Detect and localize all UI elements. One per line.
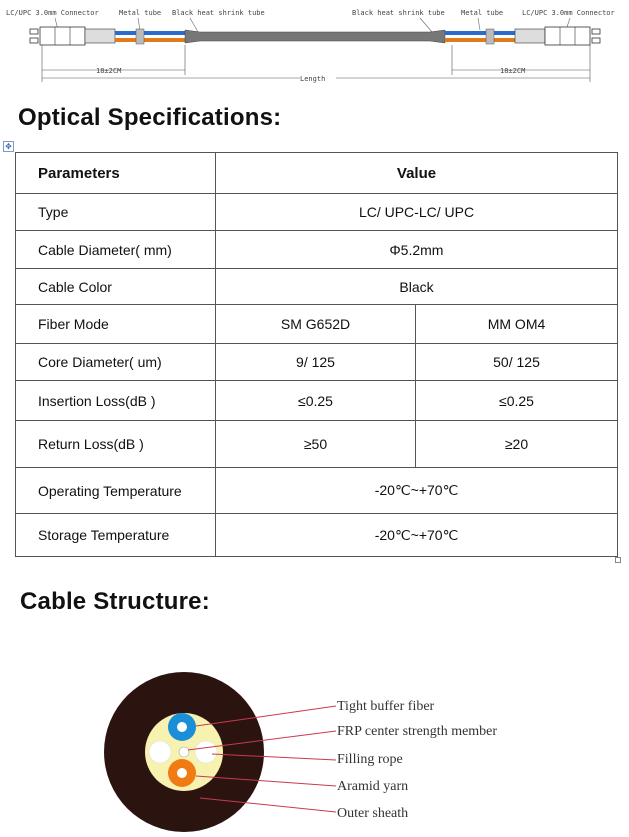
insertion-loss-mm: ≤0.25 — [416, 381, 618, 421]
table-row — [16, 194, 618, 231]
filling-rope-left — [149, 741, 171, 763]
table-row — [16, 269, 618, 305]
header-parameters: Parameters — [16, 153, 216, 194]
fiber-mode-label: Fiber Mode — [16, 305, 216, 344]
main-cable — [185, 30, 445, 43]
table-row — [16, 421, 618, 468]
core-diameter-label: Core Diameter( um) — [16, 344, 216, 381]
table-row — [16, 514, 618, 557]
table-row — [16, 305, 618, 344]
left-metal-tube-label: Metal tube — [119, 9, 162, 17]
filling-rope-right — [195, 741, 217, 763]
right-shrink-tube-label: Black heat shrink tube — [352, 9, 445, 17]
table-row — [16, 231, 618, 269]
right-metal-tube-label: Metal tube — [461, 9, 504, 17]
type-label: Type — [16, 194, 216, 231]
outer-sheath-label: Outer sheath — [337, 806, 409, 821]
fiber-mode-mm: MM OM4 — [416, 305, 618, 344]
frp-member-label: FRP center strength member — [337, 724, 498, 739]
insertion-loss-label: Insertion Loss(dB ) — [16, 381, 216, 421]
cable-color-value: Black — [216, 269, 618, 305]
left-connector — [30, 27, 115, 45]
return-loss-label: Return Loss(dB ) — [16, 421, 216, 468]
patch-cord-diagram — [0, 0, 629, 92]
cable-diameter-value: Φ5.2mm — [216, 231, 618, 269]
storage-temperature-label: Storage Temperature — [16, 514, 216, 557]
frp-center-member — [179, 747, 189, 757]
left-connector-label: LC/UPC 3.0mm Connector — [6, 9, 99, 17]
fiber-mode-sm: SM G652D — [216, 305, 416, 344]
cable-diameter-label: Cable Diameter( mm) — [16, 231, 216, 269]
left-shrink-tube-label: Black heat shrink tube — [172, 9, 265, 17]
core-diameter-mm: 50/ 125 — [416, 344, 618, 381]
insertion-loss-sm: ≤0.25 — [216, 381, 416, 421]
tight-buffer-fiber-label: Tight buffer fiber — [337, 699, 435, 714]
operating-temperature-value: -20℃~+70℃ — [216, 468, 618, 514]
table-row — [16, 344, 618, 381]
right-length-label: 18±2CM — [500, 67, 526, 75]
table-row — [16, 381, 618, 421]
cable-color-label: Cable Color — [16, 269, 216, 305]
table-row — [16, 468, 618, 514]
cable-structure-title: Cable Structure: — [20, 588, 210, 615]
aramid-yarn-label: Aramid yarn — [337, 779, 409, 794]
total-length-label: Length — [300, 75, 326, 83]
fiber-core — [177, 768, 187, 778]
type-value: LC/ UPC-LC/ UPC — [216, 194, 618, 231]
right-connector — [515, 27, 600, 45]
table-resize-handle[interactable] — [615, 557, 621, 563]
core-diameter-sm: 9/ 125 — [216, 344, 416, 381]
header-value: Value — [216, 153, 618, 194]
cable-cross-section-diagram — [0, 630, 629, 837]
table-header-row — [16, 153, 618, 194]
operating-temperature-label: Operating Temperature — [16, 468, 216, 514]
right-connector-label: LC/UPC 3.0mm Connector — [522, 9, 615, 17]
return-loss-mm: ≥20 — [416, 421, 618, 468]
storage-temperature-value: -20℃~+70℃ — [216, 514, 618, 557]
filling-rope-label: Filling rope — [337, 752, 403, 767]
return-loss-sm: ≥50 — [216, 421, 416, 468]
optical-spec-table — [15, 152, 618, 557]
fiber-core — [177, 722, 187, 732]
optical-specifications-title: Optical Specifications: — [18, 104, 282, 131]
table-move-icon[interactable]: ✥ — [3, 141, 14, 152]
left-length-label: 18±2CM — [96, 67, 122, 75]
